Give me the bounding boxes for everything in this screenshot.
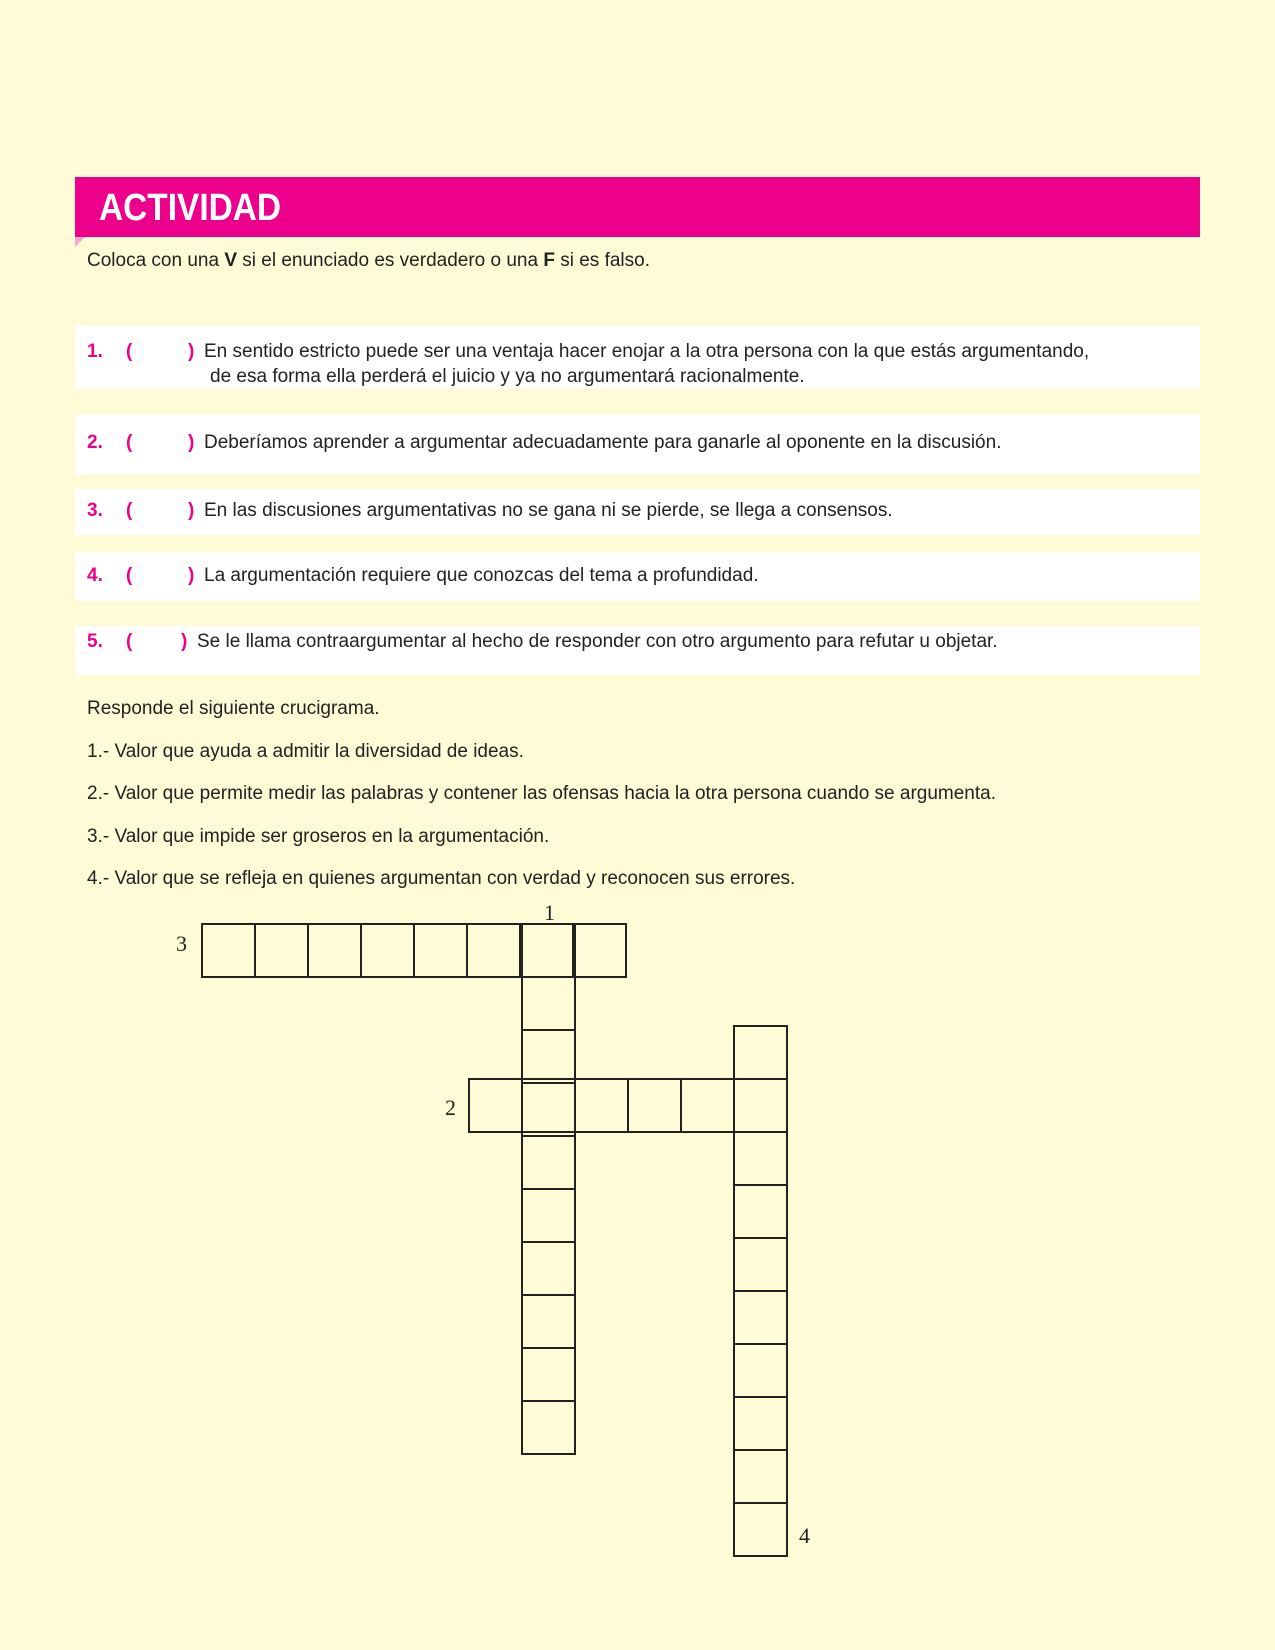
crossword-cell-4-down[interactable] [734,1503,787,1556]
crossword-clue-4: 4.- Valor que se refleja en quienes argumentan con verdad y reconocen sus errores. [87,868,796,889]
answer-open-paren[interactable]: ( [126,631,133,652]
crossword-cell-1-down[interactable] [522,1295,575,1348]
crossword-cell-2-across[interactable] [681,1079,734,1132]
crossword-number-4: 4 [799,1523,810,1548]
answer-open-paren[interactable]: ( [126,565,133,586]
crossword-clue-1: 1.- Valor que ayuda a admitir la diversidad de ideas. [87,741,524,762]
answer-open-paren[interactable]: ( [126,341,133,362]
crossword-cell-4-down[interactable] [734,1185,787,1238]
crossword-cell-1-down[interactable] [522,1401,575,1454]
crossword-cell-3-across[interactable] [361,924,414,977]
crossword-cell-4-down[interactable] [734,1132,787,1185]
statement-text: La argumentación requiere que conozcas del tema a profundidad. [204,565,759,586]
statement-text-line2: de esa forma ella perderá el juicio y ya no argumentará racionalmente. [210,366,805,387]
crossword-number-1: 1 [544,900,555,925]
crossword-cell-1-down[interactable] [522,1242,575,1295]
answer-close-paren: ) [181,631,188,652]
crossword-number-3: 3 [176,931,187,956]
statement-number: 3. [87,500,103,521]
crossword-cell-4-down[interactable] [734,1450,787,1503]
activity-instruction: Coloca con una V si el enunciado es verdadero o una F si es falso. [87,250,650,271]
crossword-cell-1-down[interactable] [522,1030,575,1083]
statement-number: 5. [87,631,103,652]
crossword-clue-3: 3.- Valor que impide ser groseros en la argumentación. [87,826,550,847]
crossword-cell-1-down[interactable] [522,1083,575,1136]
answer-close-paren: ) [188,565,195,586]
answer-close-paren: ) [188,341,195,362]
crossword-cell-1-down[interactable] [522,1348,575,1401]
crossword-cell-3-across[interactable] [414,924,467,977]
crossword-cell-2-across[interactable] [734,1079,787,1132]
statement-number: 4. [87,565,103,586]
crossword-cell-4-down[interactable] [734,1238,787,1291]
answer-open-paren[interactable]: ( [126,432,133,453]
crossword-number-2: 2 [445,1095,456,1120]
crossword-cell-1-down[interactable] [522,977,575,1030]
crossword-intro: Responde el siguiente crucigrama. [87,698,380,719]
crossword-clue-2: 2.- Valor que permite medir las palabras y contener las ofensas hacia la otra persona cuando se argumenta. [87,783,996,804]
crossword-cell-4-down[interactable] [734,1397,787,1450]
statement-text: En sentido estricto puede ser una ventaja hacer enojar a la otra persona con la que estás argumentando, [204,341,1090,362]
statement-number: 2. [87,432,103,453]
crossword-cell-4-down[interactable] [734,1291,787,1344]
crossword-cell-3-across[interactable] [202,924,255,977]
crossword-cell-3-across[interactable] [255,924,308,977]
crossword-cell-4-down[interactable] [734,1344,787,1397]
answer-close-paren: ) [188,432,195,453]
crossword-cell-2-across[interactable] [575,1079,628,1132]
statement-text: Se le llama contraargumentar al hecho de responder con otro argumento para refutar u objetar. [197,631,998,652]
crossword-cell-2-across[interactable] [628,1079,681,1132]
statement-number: 1. [87,341,103,362]
statement-text: En las discusiones argumentativas no se gana ni se pierde, se llega a consensos. [204,500,893,521]
statement-text: Deberíamos aprender a argumentar adecuadamente para ganarle al oponente en la discusión. [204,432,1002,453]
crossword-cell-4-down[interactable] [734,1026,787,1079]
crossword-cell-2-across[interactable] [522,1079,575,1132]
crossword-cell-1-down[interactable] [522,1136,575,1189]
crossword-cell-3-across[interactable] [573,924,626,977]
activity-title: ACTIVIDAD [99,187,282,229]
crossword-cell-1-down[interactable] [522,1189,575,1242]
crossword-cell-3-across[interactable] [308,924,361,977]
crossword-cell-3-across[interactable] [467,924,520,977]
crossword-cell-2-across[interactable] [469,1079,522,1132]
answer-close-paren: ) [188,500,195,521]
crossword-cell-3-across[interactable] [520,924,573,977]
answer-open-paren[interactable]: ( [126,500,133,521]
crossword-cell-1-down[interactable] [522,924,575,977]
